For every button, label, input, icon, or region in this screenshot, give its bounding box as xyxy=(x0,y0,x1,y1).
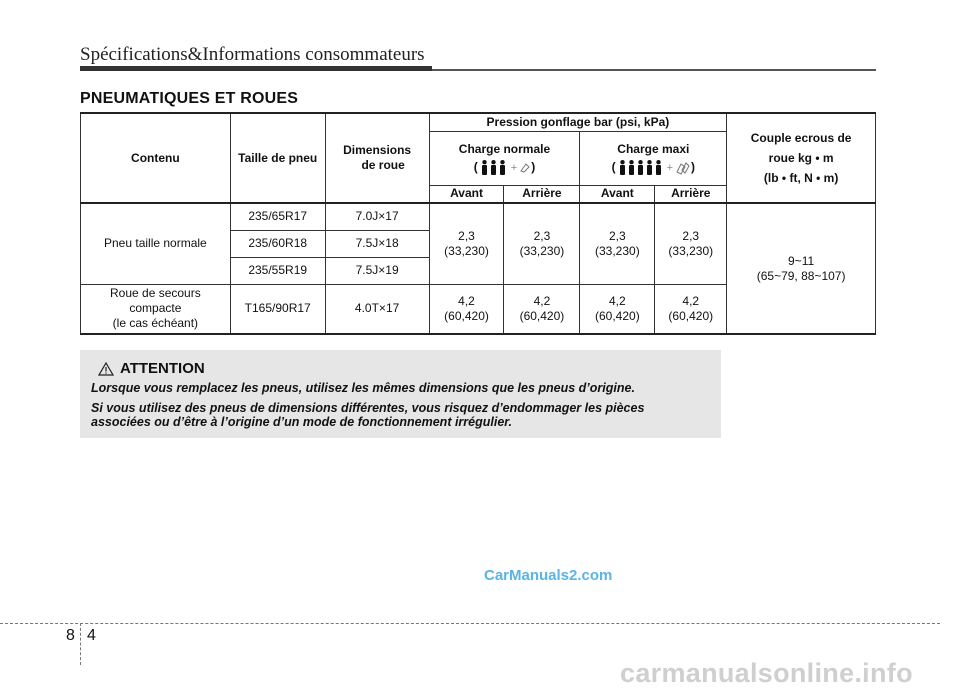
cell-pressure-maxi-avant xyxy=(580,203,655,284)
header-avant-normale: Avant xyxy=(429,185,504,203)
header-pression: Pression gonflage bar (psi, kPa) xyxy=(429,113,727,131)
header-arriere-maxi: Arrière xyxy=(655,185,727,203)
cell-dimensions: 7.5J×19 xyxy=(325,257,429,284)
pressure-value: 2,3 xyxy=(682,228,700,243)
secours-label-line3: (le cas échéant) xyxy=(112,316,199,331)
header-avant-maxi: Avant xyxy=(580,185,655,203)
attention-box xyxy=(80,350,721,438)
cell-pressure-normale-avant xyxy=(429,203,504,284)
row-label-normale: Pneu taille normale xyxy=(81,203,231,284)
section-title: PNEUMATIQUES ET ROUES xyxy=(80,90,299,107)
cell-pressure-maxi-arriere xyxy=(655,203,727,284)
cell-taille: 235/55R19 xyxy=(230,257,325,284)
cell-pressure-secours xyxy=(504,284,580,334)
pressure-value: 2,3 xyxy=(458,228,475,243)
pressure-value: 2,3 xyxy=(533,228,551,243)
header-bar xyxy=(80,66,432,71)
pressure-units: (33,230) xyxy=(444,243,489,258)
cell-dimensions: 7.5J×18 xyxy=(325,230,429,257)
cell-pressure-secours xyxy=(655,284,727,334)
footer-dashed-rule xyxy=(0,623,940,624)
pressure-units: (60,420) xyxy=(595,308,640,323)
warning-triangle-icon xyxy=(98,362,114,376)
secours-label-line1: Roue de secours xyxy=(110,286,201,301)
couple-value: 9~11 xyxy=(788,253,815,268)
header-contenu: Contenu xyxy=(81,113,231,203)
header-charge-normale xyxy=(429,131,580,185)
cell-pressure-normale-arriere xyxy=(504,203,580,284)
charge-maxi-label: Charge maxi xyxy=(617,141,690,156)
charge-normale-icons: ( + ) xyxy=(473,159,536,174)
header-couple-line3: (lb • ft, N • m) xyxy=(763,171,839,185)
secours-label-line2: compacte xyxy=(129,301,182,316)
pressure-units: (33,230) xyxy=(668,243,714,258)
page-number: 4 xyxy=(87,627,96,644)
header-title: Spécifications&Informations consommateurs xyxy=(80,44,425,65)
attention-line1: Lorsque vous remplacez les pneus, utilisez les mêmes dimensions que les pneus d’origine. xyxy=(91,381,635,395)
attention-header xyxy=(98,360,205,377)
attention-line2a: Si vous utilisez des pneus de dimensions différentes, vous risquez d’endommager les pièces xyxy=(91,401,645,415)
cell-taille: 235/65R17 xyxy=(230,203,325,230)
header-rule xyxy=(432,69,876,71)
header-couple-line1: Couple ecrous de xyxy=(750,131,852,145)
header-charge-maxi xyxy=(580,131,727,185)
header-couple-line2: roue kg • m xyxy=(768,151,834,165)
five-persons-icon xyxy=(619,160,662,175)
large-luggage-icon xyxy=(675,160,691,175)
pressure-value: 2,3 xyxy=(609,228,626,243)
header-dimensions-line1: Dimensions xyxy=(343,143,412,157)
pressure-units: (60,420) xyxy=(668,308,714,323)
header-dimensions xyxy=(325,113,429,203)
tire-spec-table xyxy=(80,112,876,335)
pressure-units: (33,230) xyxy=(519,243,565,258)
footer-dashed-divider xyxy=(80,623,81,665)
cell-pressure-secours xyxy=(580,284,655,334)
header-dimensions-line2: de roue xyxy=(361,158,405,172)
charge-maxi-icons: ( + ) xyxy=(611,159,696,174)
chapter-number: 8 xyxy=(66,627,75,644)
cell-dimensions: 7.0J×17 xyxy=(325,203,429,230)
header-couple xyxy=(727,113,876,203)
header-taille-pneu: Taille de pneu xyxy=(230,113,325,203)
couple-units: (65~79, 88~107) xyxy=(756,268,846,283)
cell-taille: T165/90R17 xyxy=(230,284,325,334)
row-label-secours xyxy=(81,284,231,334)
attention-line2b: associées ou d’être à l’origine d’un mode de fonctionnement irrégulier. xyxy=(91,415,512,429)
header-arriere-normale: Arrière xyxy=(504,185,580,203)
pressure-value: 4,2 xyxy=(458,293,475,308)
cell-couple xyxy=(727,203,876,334)
pressure-value: 4,2 xyxy=(609,293,626,308)
footer-site-watermark[interactable]: carmanualsonline.info xyxy=(620,658,913,688)
pressure-units: (60,420) xyxy=(444,308,489,323)
cell-pressure-secours xyxy=(429,284,504,334)
cell-taille: 235/60R18 xyxy=(230,230,325,257)
attention-title: ATTENTION xyxy=(120,360,205,377)
charge-normale-label: Charge normale xyxy=(458,141,551,156)
three-persons-icon xyxy=(481,160,506,175)
pressure-units: (33,230) xyxy=(595,243,640,258)
small-luggage-icon xyxy=(519,161,531,173)
pressure-units: (60,420) xyxy=(519,308,565,323)
cell-dimensions: 4.0T×17 xyxy=(325,284,429,334)
pressure-value: 4,2 xyxy=(682,293,700,308)
watermark-link[interactable]: CarManuals2.com xyxy=(484,567,613,584)
pressure-value: 4,2 xyxy=(533,293,551,308)
